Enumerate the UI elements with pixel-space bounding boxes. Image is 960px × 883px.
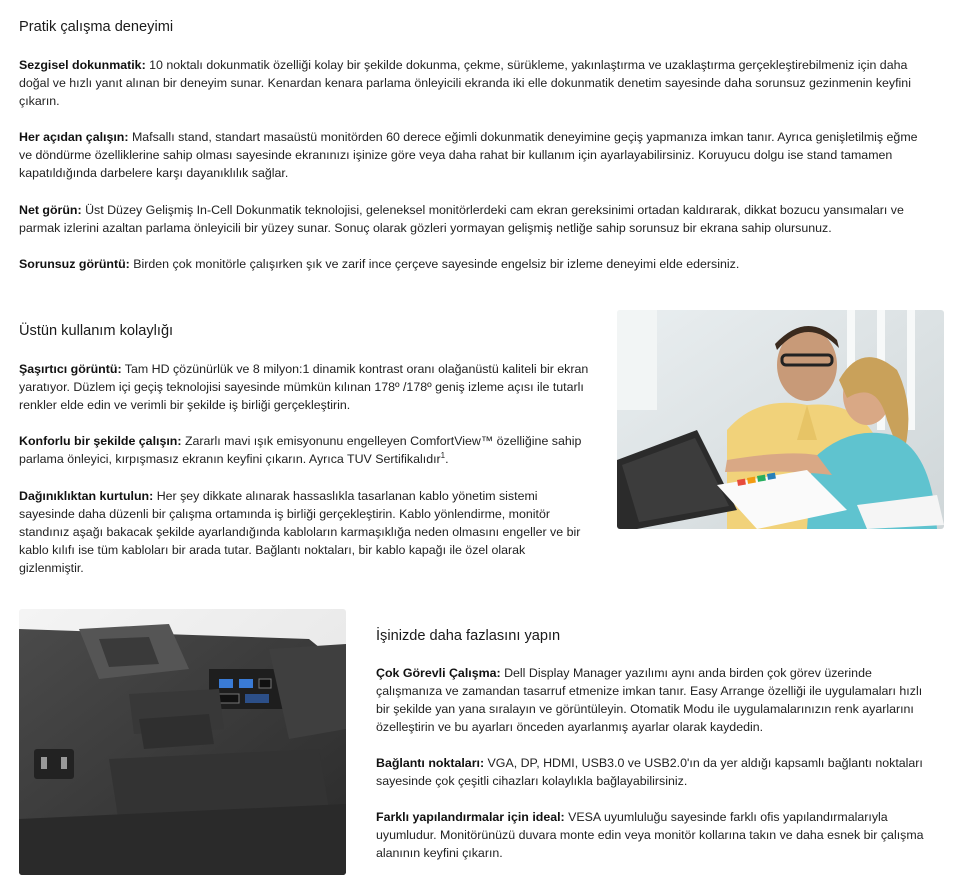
paragraph-text: Tam HD çözünürlük ve 8 milyon:1 dinamik kontrast oranı olağanüstü kaliteli bir ekran yaratıyor. Düzlem içi geçiş teknolojisi sayesinde mümkün kılınan 178º /178º geniş izleme açısı ile tutarlı renkler elde edin ve verimli bir şekilde iş birliği gerçekleştirin. [19,362,589,412]
paragraph-text: 10 noktalı dokunmatik özelliği kolay bir şekilde dokunma, çekme, sürükleme, yakınlaştırma ve uzaklaştırma gerçekleştirebilmeniz için daha doğal ve hızlı yanıt alınan bir deneyim sunar. Kenardan kenara parlama önleyicili ekranda iki elle dokunmatik denetim sayesinde daha sorunsuz gezinmenin keyfini çıkarın. [19,58,911,108]
paragraph-label: Net görün: [19,203,82,217]
paragraph-label: Şaşırtıcı görüntü: [19,362,122,376]
paragraph-text: VGA, DP, HDMI, USB3.0 ve USB2.0'ın da yer aldığı kapsamlı bağlantı noktaları sayesinde çok çeşitli cihazları kolaylıkla bağlayabilirsiniz. [376,756,923,788]
section-title-ease-of-use: Üstün kullanım kolaylığı [19,323,174,339]
monitor-ports-photo [19,609,346,875]
paragraph-text: Zararlı mavi ışık emisyonunu engelleyen ComfortView™ özelliğine sahip parlama önleyici, kırpışmasız ekranın keyfini çıkarın. Ayrıca TUV Sertifikalıdır [19,434,582,466]
paragraph-text: Her şey dikkate alınarak hassaslıkla tasarlanan kablo yönetim sistemi sayesinde daha düzenli bir çalışma ortamında iş birliği gerçekleştirin. Kablo yönlendirme, monitör standınız aşağı bakacak şekilde ayarlandığında kabloların karmaşıklığa neden olmasını engeller ve bir kablo kılıfı ise tüm kabloları bir arada tutar. Bağlantı noktaları, bir kablo kapağı ile özel olarak gizlenmiştir. [19,489,581,575]
paragraph-work-any-angle [19,128,929,182]
footnote-marker[interactable]: 1 [440,451,446,460]
paragraph-text: Dell Display Manager yazılımı aynı anda birden çok görev üzerinde çalışmanıza ve zamandan tasarruf etmenize imkan tanır. Easy Arrange özelliği ile uygulamaları hızlı bir şekilde yan yana sıralayın ve görüntüleyin. Otomatik Modu ile uygulamalarınızın renk ayarlarını özelleştirin ve bu ayarları önceden ayarlanmış ayarlar olarak kaydedin. [376,666,923,734]
monitor-back-illustration [19,609,346,875]
paragraph-ports [376,754,946,790]
paragraph-stunning-view [19,360,589,414]
paragraph-label: Sorunsuz görüntü: [19,257,130,271]
paragraph-tail: . [445,452,449,466]
paragraph-label: Çok Görevli Çalışma: [376,666,501,680]
paragraph-text: VESA uyumluluğu sayesinde farklı ofis yapılandırmalarıyla uyumludur. Monitörünüzü duvara monte edin veya monitör kollarına takın ve daha esnek bir çalışma alanının keyfini çıkarın. [376,810,924,860]
section-title-practical: Pratik çalışma deneyimi [19,19,174,35]
people-using-monitor-illustration [617,310,944,529]
paragraph-label: Bağlantı noktaları: [376,756,485,770]
paragraph-declutter [19,487,589,577]
paragraph-label: Sezgisel dokunmatik: [19,58,146,72]
paragraph-clear-view [19,201,929,237]
paragraph-text: Mafsallı stand, standart masaüstü monitörden 60 derece eğimli dokunmatik deneyimine geçiş yapmanıza imkan tanır. Ayrıca genişletilmiş eğme ve döndürme özelliklerine sahip olması sayesinde ekranınızı işinize göre veya daha rahat bir kullanım için ayarlayabilirsiniz. Koruyucu dolgu ise stand tamamen kapatıldığında darbelere karşı dayanıklılık sağlar. [19,130,918,180]
paragraph-multitasking [376,664,936,736]
paragraph-label: Her açıdan çalışın: [19,130,129,144]
paragraph-comfort [19,432,589,468]
section-title-do-more: İşinizde daha fazlasını yapın [376,628,561,644]
paragraph-text: Birden çok monitörle çalışırken şık ve zarif ince çerçeve sayesinde engelsiz bir izleme deneyimi elde edersiniz. [129,257,740,271]
paragraph-label: Konforlu bir şekilde çalışın: [19,434,182,448]
paragraph-intuitive-touch [19,56,919,110]
paragraph-label: Dağınıklıktan kurtulun: [19,489,154,503]
paragraph-seamless-view [19,255,929,273]
paragraph-configurations [376,808,936,862]
people-using-monitor-photo [617,310,944,529]
paragraph-label: Farklı yapılandırmalar için ideal: [376,810,565,824]
paragraph-text: Üst Düzey Gelişmiş In-Cell Dokunmatik teknolojisi, geleneksel monitörlerdeki cam ekran gereksinimi ortadan kaldırarak, dikkat bozucu yansımaları ve parmak izlerini azaltan parlama önleyicili bir yüzey sunar. Sonuç olarak gözleri yormayan gelişmiş netliğe sahip sorunsuz bir ekrana sahip olursunuz. [19,203,904,235]
